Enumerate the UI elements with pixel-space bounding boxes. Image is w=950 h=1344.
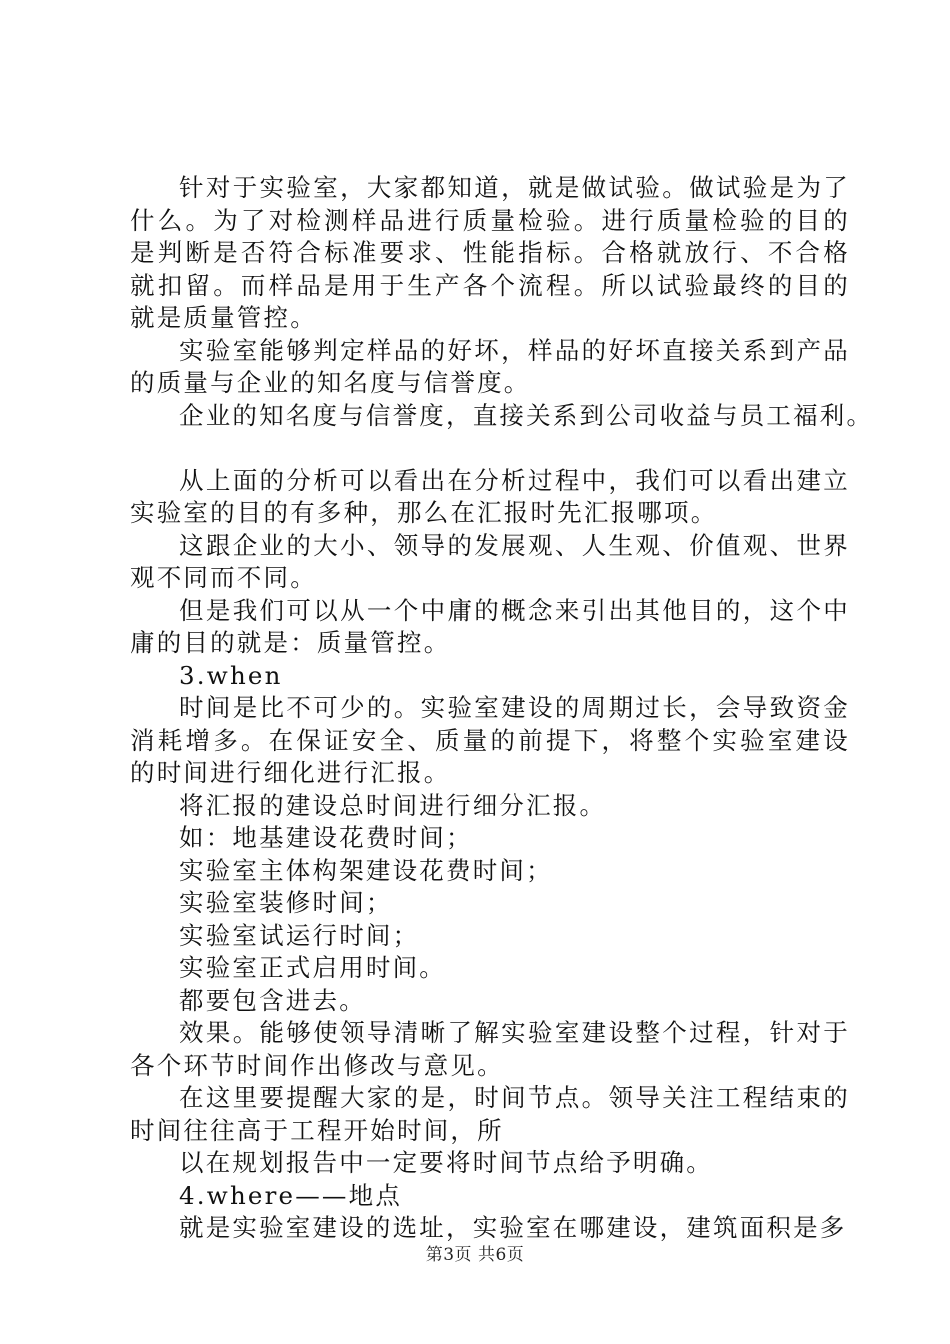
section-heading-where: 4.where——地点: [179, 1180, 403, 1210]
list-item-main-structure: 实验室主体构架建设花费时间；: [179, 855, 553, 885]
body-text: [130, 172, 874, 1245]
section-heading-when: 3.when: [179, 660, 283, 690]
blank-line: [130, 432, 850, 465]
paragraph-site-selection: 就是实验室建设的选址，实验室在哪建设，建筑面积是多: [179, 1213, 847, 1242]
list-item-trial-run: 实验室试运行时间；: [179, 920, 420, 950]
paragraph-time-importance: 时间是比不可少的。实验室建设的周期过长，会导致资金消耗增多。在保证安全、质量的前提下，将整个实验室建设的时间进行细化进行汇报。: [130, 693, 850, 787]
paragraph-include-all: 都要包含进去。: [179, 985, 366, 1015]
paragraph-reputation: 企业的知名度与信誉度，直接关系到公司收益与员工福利。: [179, 400, 874, 430]
paragraph-time-breakdown: 将汇报的建设总时间进行细分汇报。: [179, 790, 607, 820]
page-number-footer: 第3页 共6页: [425, 1245, 525, 1265]
paragraph-moderate-goal: 但是我们可以从一个中庸的概念来引出其他目的，这个中庸的目的就是：质量管控。: [130, 595, 850, 657]
list-item-foundation: 如：地基建设花费时间；: [179, 823, 473, 852]
paragraph-leadership: 这跟企业的大小、领导的发展观、人生观、价值观、世界观不同而不同。: [130, 530, 850, 592]
paragraph-analysis: 从上面的分析可以看出在分析过程中，我们可以看出建立实验室的目的有多种，那么在汇报时先汇报哪项。: [130, 465, 850, 527]
paragraph-effect: 效果。能够使领导清晰了解实验室建设整个过程，针对于各个环节时间作出修改与意见。: [130, 1018, 850, 1080]
paragraph-time-nodes: 在这里要提醒大家的是，时间节点。领导关注工程结束的时间往往高于工程开始时间，所: [130, 1083, 850, 1145]
list-item-official-launch: 实验室正式启用时间。: [179, 953, 446, 982]
paragraph-purpose: 针对于实验室，大家都知道，就是做试验。做试验是为了什么。为了对检测样品进行质量检验。进行质量检验的目的是判断是否符合标准要求、性能指标。合格就放行、不合格就扣留。而样品是用于生产各个流程。所以试验最终的目的就是质量管控。: [130, 173, 850, 332]
paragraph-time-nodes-continued: 以在规划报告中一定要将时间节点给予明确。: [179, 1148, 713, 1177]
list-item-decoration: 实验室装修时间；: [179, 888, 393, 917]
paragraph-sample-quality: 实验室能够判定样品的好坏，样品的好坏直接关系到产品的质量与企业的知名度与信誉度。: [130, 335, 850, 397]
